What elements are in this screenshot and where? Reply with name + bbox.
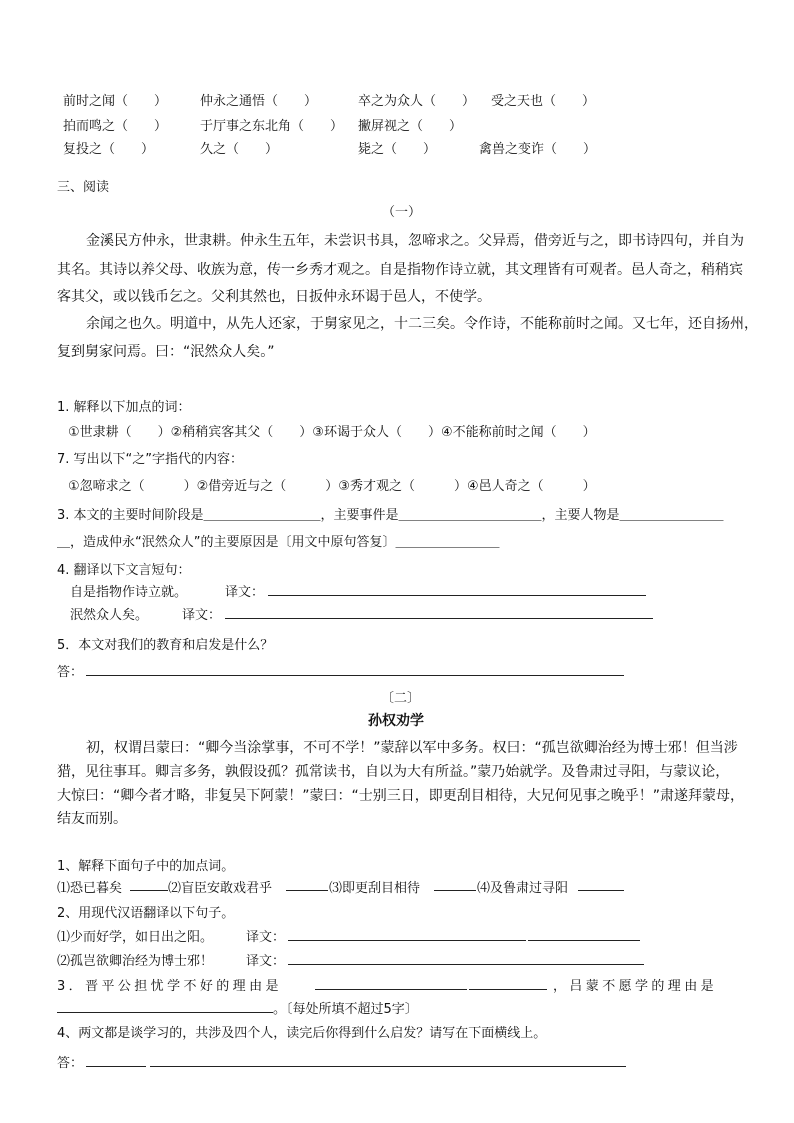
translation-label: 译文： xyxy=(246,954,286,969)
section-title: 三、阅读 xyxy=(57,180,110,195)
passage-line: 余闻之也久。明道中，从先人还家，于舅家见之，十二三矣。令作诗，不能称前时之闻。又七年，还自扬州， xyxy=(86,316,758,332)
question: 3．晋平公担忧学不好的理由是 xyxy=(57,979,282,994)
vocab-item: 卒之为众人（ ） xyxy=(358,94,476,109)
answer-label: 答： xyxy=(57,1056,84,1071)
sentence: ⑵孤岂欲卿治经为博士邪！ xyxy=(57,954,214,969)
vocab-item: 复投之（ ） xyxy=(63,142,155,157)
question: 4、两文都是谈学习的，共涉及四个人，读完后你得到什么启发？请写在下面横线上。 xyxy=(57,1026,547,1041)
vocab-item: 拍而鸣之（ ） xyxy=(63,119,168,134)
question: ＿，造成仲永“泯然众人”的主要原因是〔用文中原句答复〕＿＿＿＿＿＿＿＿ xyxy=(57,535,500,550)
answer-line[interactable] xyxy=(130,890,168,891)
question-items: ①忽啼求之（ ）②借旁近与之（ ）③秀才观之（ ）④邑人奇之（ ） xyxy=(68,479,596,494)
vocab-item: 于厅事之东北角（ ） xyxy=(200,119,344,134)
passage-line: 其名。其诗以养父母、收族为意，传一乡秀才观之。自是指物作诗立就，其文理皆有可观者。邑人奇之，稍稍宾 xyxy=(57,262,743,278)
answer-line[interactable] xyxy=(288,940,526,941)
answer-label: 答： xyxy=(57,665,84,680)
translation-label: 译文： xyxy=(246,930,286,945)
question: 1. 解释以下加点的词： xyxy=(57,400,191,415)
answer-line[interactable] xyxy=(288,964,644,965)
sentence: 自是指物作诗立就。 xyxy=(70,585,188,600)
passage-line: 客其父，或以钱币乞之。父利其然也，日扳仲永环谒于邑人，不使学。 xyxy=(57,289,491,305)
question-item: ⑷及鲁肃过寻阳 xyxy=(477,881,569,896)
question: 5．本文对我们的教育和启发是什么？ xyxy=(57,638,274,653)
answer-line[interactable] xyxy=(469,989,547,990)
question-items: ①世隶耕（ ）②稍稍宾客其父（ ）③环谒于众人（ ）④不能称前时之闻（ ） xyxy=(68,425,596,440)
question-item: ⑴恐已暮矣 xyxy=(57,881,123,896)
answer-line[interactable] xyxy=(268,595,646,596)
sentence: 泯然众人矣。 xyxy=(70,608,149,623)
question: 4. 翻译以下文言短句： xyxy=(57,563,191,578)
translation-label: 译文： xyxy=(182,608,222,623)
passage-title: 孙权劝学 xyxy=(368,713,424,729)
translation-label: 译文： xyxy=(225,585,265,600)
passage-line: 复到舅家问焉。曰：“泯然众人矣。” xyxy=(57,344,275,360)
question: ，吕蒙不愿学的理由是 xyxy=(553,979,718,994)
vocab-item: 撇屏视之（ ） xyxy=(358,119,463,134)
question: 3. 本文的主要时间阶段是＿＿＿＿＿＿＿＿＿，主要事件是＿＿＿＿＿＿＿＿＿＿＿，主要人物是＿＿＿＿＿＿＿＿ xyxy=(57,508,724,523)
answer-line[interactable] xyxy=(578,890,624,891)
passage-line: 初，权谓吕蒙曰：“卿今当涂掌事，不可不学！”蒙辞以军中多务。权曰：“孤岂欲卿治经为博士邪！但当涉 xyxy=(86,740,738,756)
answer-line[interactable] xyxy=(150,1066,626,1067)
part-number: 〔二〕 xyxy=(381,691,421,706)
vocab-item: 久之（ ） xyxy=(200,142,279,157)
answer-line[interactable] xyxy=(286,890,328,891)
question: 2、用现代汉语翻译以下句子。 xyxy=(57,906,235,921)
question-item: ⑵盲臣安敢戏君乎 xyxy=(168,881,273,896)
question: 7. 写出以下“之”字指代的内容： xyxy=(57,452,244,467)
answer-line[interactable] xyxy=(225,618,653,619)
question: 1、解释下面句子中的加点词。 xyxy=(57,859,235,874)
sentence: ⑴少而好学，如日出之阳。 xyxy=(57,930,214,945)
answer-line[interactable] xyxy=(434,890,476,891)
passage-line: 结友而别。 xyxy=(57,811,127,827)
question-note: 。〔每处所填不超过5字〕 xyxy=(273,1002,418,1017)
vocab-item: 仲永之通悟（ ） xyxy=(200,94,318,109)
answer-line[interactable] xyxy=(86,675,624,676)
answer-line[interactable] xyxy=(315,989,467,990)
vocab-item: 受之天也（ ） xyxy=(491,94,596,109)
passage-line: 猎，见往事耳。卿言多务，孰假设孤？孤常读书，自以为大有所益。”蒙乃始就学。及鲁肃过寻阳，与蒙议论， xyxy=(57,764,730,780)
vocab-item: 毙之（ ） xyxy=(358,142,437,157)
passage-line: 大惊曰：“卿今者才略，非复吴下阿蒙！”蒙曰：“士别三日，即更刮目相待，大兄何见事之晚乎！”肃遂拜蒙母， xyxy=(57,788,745,804)
part-number: （一） xyxy=(382,205,422,220)
passage-line: 金溪民方仲永，世隶耕。仲永生五年，未尝识书具，忽啼求之。父异焉，借旁近与之，即书诗四句，并自为 xyxy=(86,233,744,249)
vocab-item: 前时之闻（ ） xyxy=(63,94,168,109)
answer-line[interactable] xyxy=(528,940,640,941)
answer-line[interactable] xyxy=(86,1066,146,1067)
question-item: ⑶即更刮目相待 xyxy=(329,881,421,896)
answer-line[interactable] xyxy=(57,1012,273,1013)
vocab-item: 禽兽之变诈（ ） xyxy=(479,142,597,157)
